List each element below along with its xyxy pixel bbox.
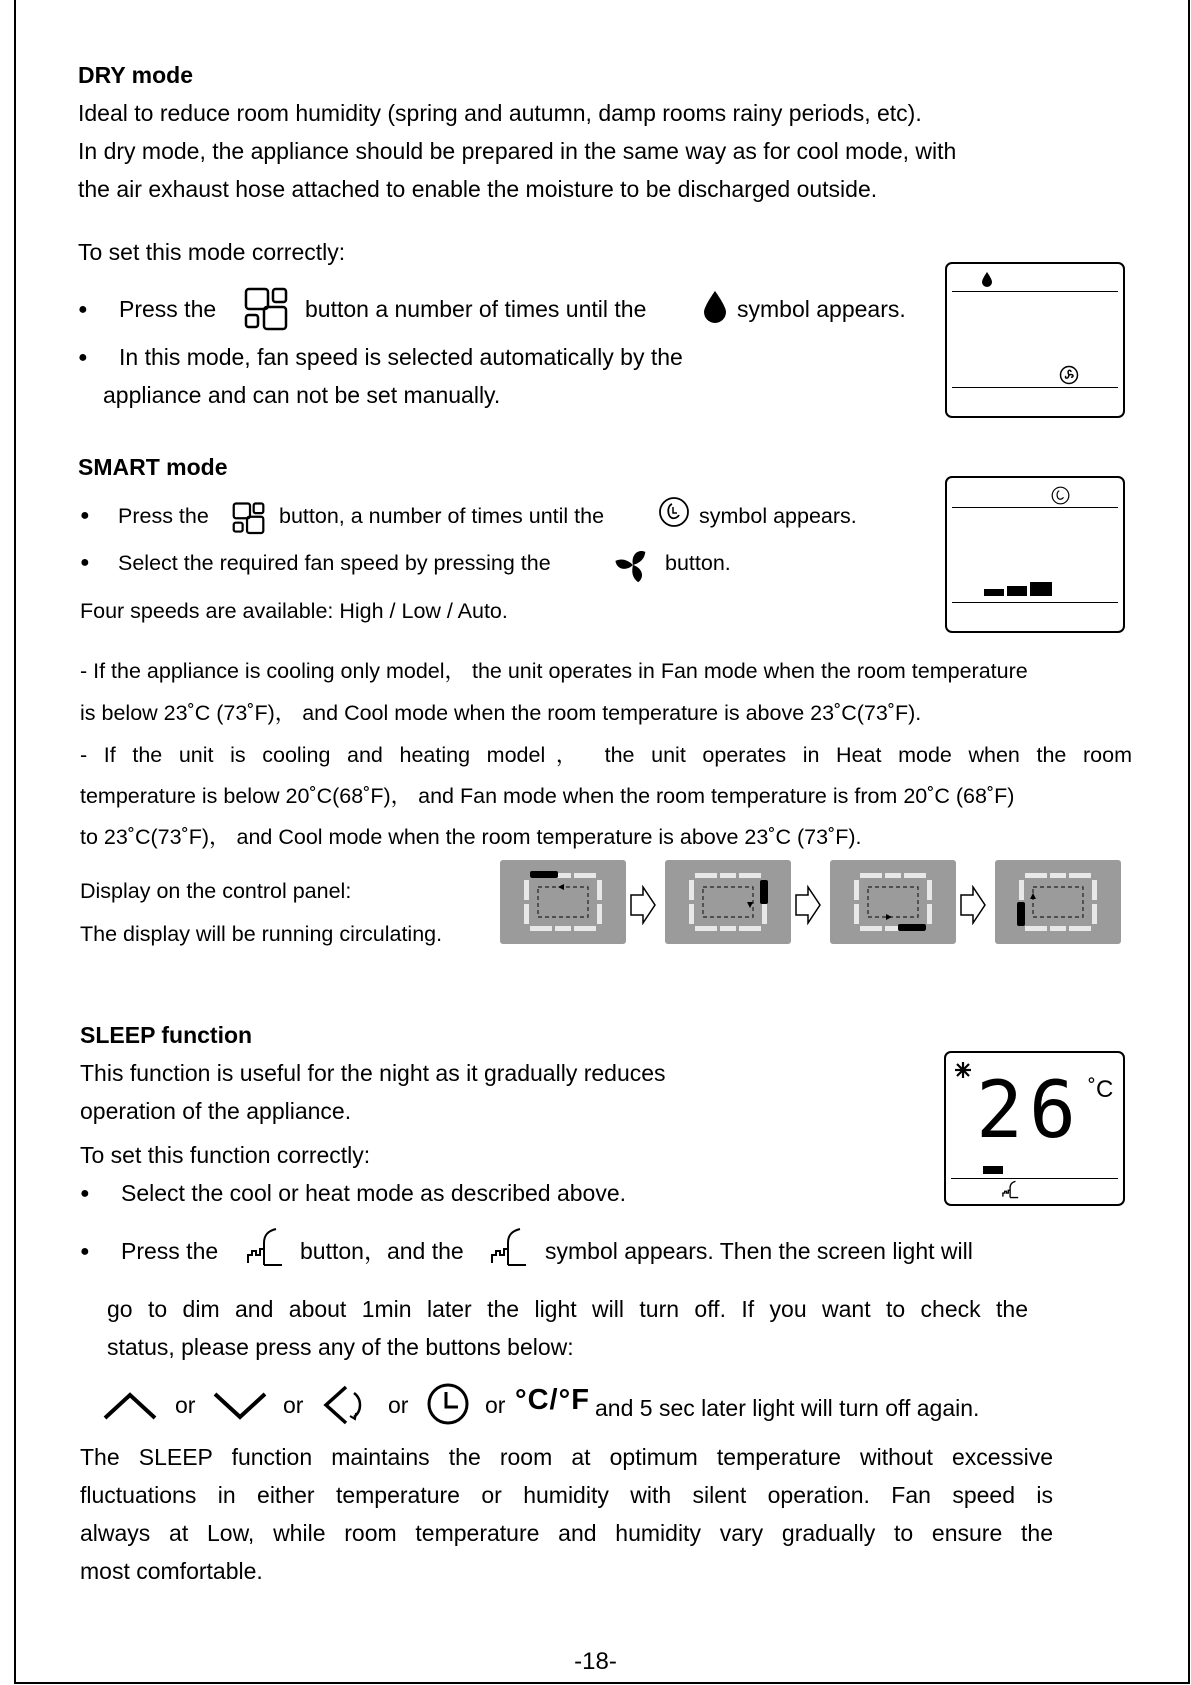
smart-bullet-1-mid: button, a number of times until the [279, 504, 605, 528]
smart-bullet-1-pre: Press the [118, 504, 209, 528]
bullet: ● [80, 507, 90, 524]
sleep-description-3: always at Low, while room temperature and humidity vary gradually to ensure the [80, 1520, 1053, 1546]
smart-note-1a: - If the appliance is cooling only model， the unit operates in Fan mode when the room temperature [80, 659, 1028, 683]
lcd-divider [952, 387, 1118, 388]
lcd-fan-bar-high [1030, 582, 1052, 596]
drop-icon [702, 290, 728, 324]
dry-mode-heading: DRY mode [78, 62, 194, 88]
sleep-set-label: To set this function correctly: [80, 1142, 371, 1168]
circulating-display-frame-2 [665, 860, 791, 944]
or-text: or [175, 1392, 196, 1418]
arrow-right-icon [794, 885, 822, 925]
arrow-right-icon [959, 885, 987, 925]
mode-icon [232, 502, 268, 536]
celsius-fahrenheit-button: °C/°F [515, 1384, 590, 1416]
bullet: ● [78, 349, 88, 366]
mode-icon [244, 287, 292, 333]
bullet: ● [80, 1243, 90, 1260]
sleep-intro-line-1: This function is useful for the night as it gradually reduces [80, 1060, 666, 1086]
or-text: or [388, 1392, 409, 1418]
seven-segment-icon [995, 860, 1121, 944]
sleep-description-4: most comfortable. [80, 1558, 263, 1584]
dry-intro-line-2: In dry mode, the appliance should be prepared in the same way as for cool mode, with [78, 138, 957, 164]
smart-bullet-1-post: symbol appears. [699, 504, 857, 528]
sleep-after-buttons: and 5 sec later light will turn off again. [595, 1395, 980, 1421]
down-arrow-icon [212, 1391, 268, 1421]
seven-segment-icon [665, 860, 791, 944]
lcd-divider [952, 602, 1118, 603]
lcd-divider [952, 291, 1118, 292]
circulating-display-frame-4 [995, 860, 1121, 944]
fan-speed-icon [612, 544, 654, 586]
dry-bullet-1-pre: Press the [119, 296, 217, 322]
lcd-drop-icon [981, 271, 993, 287]
dry-set-label: To set this mode correctly: [78, 239, 346, 265]
circulating-display-frame-1 [500, 860, 626, 944]
dry-intro-line-1: Ideal to reduce room humidity (spring and autumn, damp rooms rainy periods, etc). [78, 100, 922, 126]
smart-mode-heading: SMART mode [78, 454, 228, 480]
smart-note-2a: - If the unit is cooling and heating model， the unit operates in Heat mode when the room [80, 743, 1132, 767]
bullet: ● [80, 1185, 90, 1202]
sleep-bullet-1: Select the cool or heat mode as described above. [121, 1180, 627, 1206]
sleep-icon [246, 1225, 286, 1267]
dry-bullet-1-mid: button a number of times until the [305, 296, 647, 322]
smart-bullet-2-pre: Select the required fan speed by pressing the [118, 551, 551, 575]
smart-note-2b: temperature is below 20˚C(68˚F)， and Fan mode when the room temperature is from 20˚C (68˚F) [80, 784, 1015, 808]
sleep-bullet-2-pre: Press the [121, 1238, 219, 1264]
dry-bullet-2-line-1: In this mode, fan speed is selected automatically by the [119, 344, 683, 370]
smart-note-2c: to 23˚C(73˚F)， and Cool mode when the room temperature is above 23˚C (73˚F). [80, 825, 862, 849]
display-label: Display on the control panel: [80, 879, 352, 903]
sleep-lcd-display [944, 1051, 1125, 1206]
lcd-fan-bar-low [984, 589, 1004, 596]
lcd-auto-fan-icon [1059, 365, 1079, 385]
lcd-temperature-unit: ˚C [1088, 1076, 1114, 1103]
sleep-function-heading: SLEEP function [80, 1022, 253, 1048]
arrow-right-icon [629, 885, 657, 925]
smart-note-1b: is below 23˚C (73˚F)， and Cool mode when the room temperature is above 23˚C(73˚F). [80, 701, 922, 725]
sleep-intro-line-2: operation of the appliance. [80, 1098, 352, 1124]
sleep-bullet-2-mid: button，and the [300, 1238, 464, 1264]
lcd-temperature: 26 [976, 1066, 1082, 1156]
up-arrow-icon [102, 1391, 158, 1421]
lcd-snowflake-icon [954, 1061, 972, 1079]
display-description: The display will be running circulating. [80, 922, 443, 946]
lcd-divider [952, 507, 1118, 508]
lcd-fan-bar-low [983, 1166, 1003, 1174]
bullet: ● [80, 554, 90, 571]
seven-segment-icon [500, 860, 626, 944]
dry-bullet-2-line-2: appliance and can not be set manually. [103, 382, 501, 408]
sleep-continuation-2: status, please press any of the buttons below: [107, 1334, 574, 1360]
sleep-description-2: fluctuations in either temperature or humidity with silent operation. Fan speed is [80, 1482, 1053, 1508]
or-text: or [485, 1392, 506, 1418]
or-text: or [283, 1392, 304, 1418]
dry-lcd-display [945, 262, 1125, 418]
page-number: -18- [574, 1648, 617, 1675]
swing-icon [322, 1383, 366, 1427]
smart-bullet-2-post: button. [665, 551, 731, 575]
lcd-divider [951, 1178, 1118, 1179]
timer-clock-icon [426, 1382, 470, 1426]
smart-speeds-text: Four speeds are available: High / Low / Auto. [80, 599, 508, 623]
dry-intro-line-3: the air exhaust hose attached to enable the moisture to be discharged outside. [78, 176, 878, 202]
sleep-description-1: The SLEEP function maintains the room at optimum temperature without excessive [80, 1444, 1053, 1470]
seven-segment-icon [830, 860, 956, 944]
dry-bullet-1-post: symbol appears. [737, 296, 906, 322]
lcd-fan-bar-mid [1007, 586, 1027, 596]
smart-clock-icon [658, 496, 690, 528]
circulating-display-frame-3 [830, 860, 956, 944]
lcd-smart-icon [1051, 486, 1070, 505]
sleep-icon [490, 1225, 530, 1267]
bullet: ● [78, 301, 88, 318]
sleep-bullet-2-post: symbol appears. Then the screen light will [545, 1238, 973, 1264]
sleep-continuation-1: go to dim and about 1min later the light will turn off. If you want to check the [107, 1296, 1028, 1322]
lcd-sleep-icon [1002, 1179, 1020, 1199]
smart-lcd-display [945, 476, 1125, 633]
